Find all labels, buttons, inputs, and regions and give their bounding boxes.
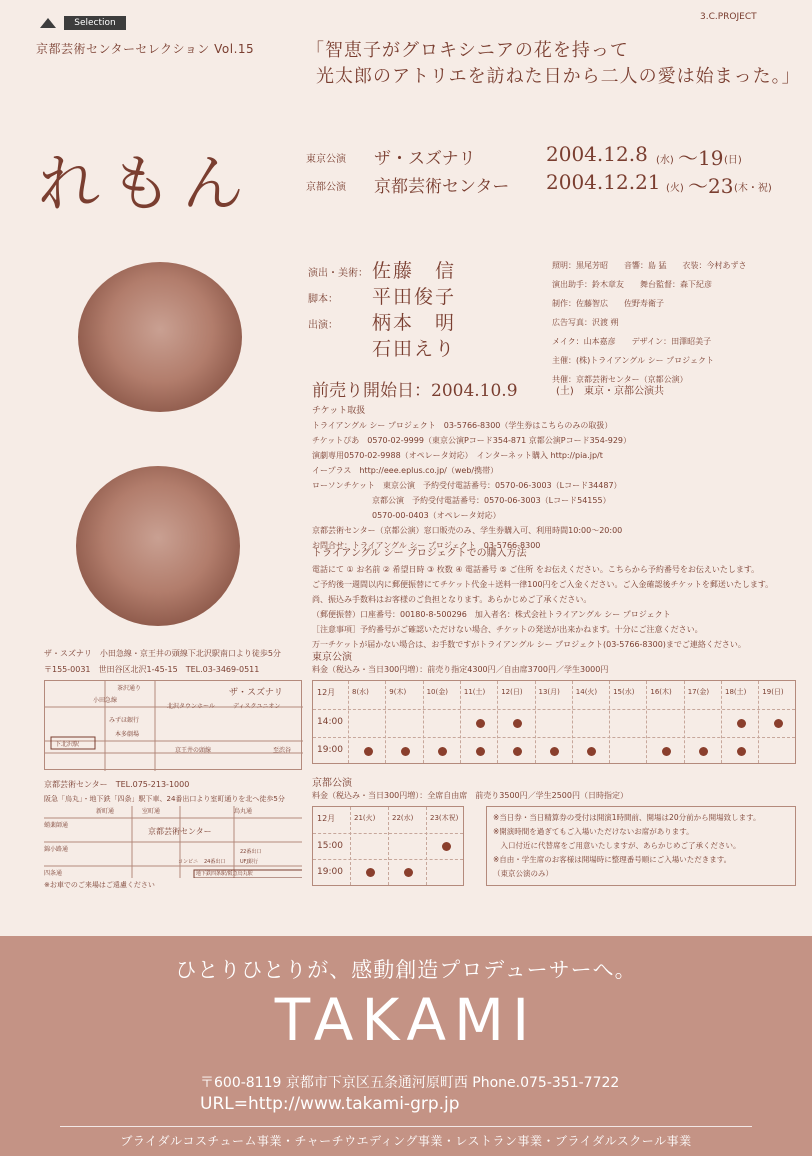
venue-dow: (木・祝): [734, 183, 772, 194]
staff-line: 演出助手：鈴木章友 舞台監督：森下紀彦: [552, 280, 712, 289]
schedule-row-line: [313, 709, 795, 710]
venue-name: ザ・スズナリ: [374, 149, 476, 169]
venue-end: 〜19: [678, 146, 724, 170]
map-label: 烏丸通: [234, 808, 253, 815]
footer-brand: TAKAMI: [274, 986, 538, 1054]
schedule-column: [350, 807, 351, 885]
tokyo-schedule-table: [312, 680, 796, 764]
credit-row: [308, 256, 548, 282]
schedule-column: [684, 681, 685, 763]
actor-photo-1: [78, 262, 242, 412]
performance-dot: [476, 747, 485, 756]
performance-dot: [699, 747, 708, 756]
schedule-month: 12月: [317, 688, 336, 697]
ticket-line: 演劇専用0570-02-9988（オペレータ対応） インターネット購入 http://pia.jp/t: [312, 451, 603, 460]
map-label: 22番出口: [240, 849, 262, 855]
schedule-column: [460, 681, 461, 763]
venue-row: [306, 170, 806, 198]
ticket-line: 0570-00-0403（オペレータ対応）: [372, 511, 501, 520]
performance-dot: [438, 747, 447, 756]
map-label: 茶沢通り: [117, 685, 142, 692]
presale: [312, 376, 802, 400]
ticket-heading: チケット取扱: [312, 406, 366, 416]
staff-line: 制作：佐藤智広 佐野寿衛子: [552, 299, 664, 308]
map-label: 北沢タウンホール: [167, 703, 215, 710]
purchase-heading: トライアングル シー プロジェクトでの購入方法: [312, 548, 527, 559]
note-line: 入口付近に代替席をご用意いたしますが、あらかじめご了承ください。: [493, 841, 741, 850]
schedule-time: 19:00: [317, 867, 343, 877]
kyoto-tel: TEL.075-213-1000: [115, 780, 190, 789]
schedule-column: [497, 681, 498, 763]
map-label: 室町通: [142, 808, 161, 815]
schedule-day: 19(日): [762, 688, 784, 696]
schedule-column: [535, 681, 536, 763]
map-label: 至渋谷: [273, 747, 292, 754]
logo-mark-icon: [40, 18, 56, 28]
map-label: 小田急線: [93, 697, 118, 704]
schedule-column: [385, 681, 386, 763]
performance-dot: [476, 719, 485, 728]
series-label: 京都芸術センターセレクション Vol.15: [36, 42, 255, 56]
map-label: ディスクユニオン: [233, 703, 281, 710]
schedule-row-line: [313, 737, 795, 738]
schedule-column: [388, 807, 389, 885]
schedule-row-line: [313, 833, 463, 834]
credit-role: 演出・美術：: [308, 268, 368, 279]
schedule-row-line: [313, 859, 463, 860]
staff-line: メイク：山本嘉彦 デザイン：田澤昭美子: [552, 337, 712, 346]
venue-dow: (水): [656, 155, 674, 166]
presale-note: 東京・京都公演共: [584, 386, 664, 397]
map-label: 四条通: [44, 870, 63, 877]
credit-name: 平田俊子: [372, 286, 457, 308]
tokyo-venue-name: ザ・スズナリ: [44, 649, 92, 658]
schedule-notes: [486, 806, 796, 886]
performance-dot: [404, 868, 413, 877]
tokyo-map: [44, 680, 302, 770]
credit-name: 佐藤 信: [372, 260, 457, 282]
map-label-venue: ザ・スズナリ: [229, 688, 283, 698]
schedule-day: 11(土): [463, 688, 486, 696]
staff-line: 共催：京都芸術センター（京都公演）: [552, 375, 688, 384]
presale-dow: (土): [556, 386, 574, 397]
note-line: （東京公演のみ）: [493, 869, 553, 878]
performance-dot: [737, 747, 746, 756]
schedule-day: 17(金): [687, 688, 710, 696]
ticket-line: 京都芸術センター（京都公演）窓口販売のみ、学生券購入可、利用時間10:00〜20:00: [312, 526, 623, 535]
performance-dot: [513, 747, 522, 756]
venue-dates: 2004.12.21: [546, 170, 661, 194]
logo-text: Selection: [64, 16, 126, 30]
purchase-line: ［注意事項］予約番号がご確認いただけない場合、チケットの発送が出来かねます。十分にご注意ください。: [312, 625, 703, 634]
schedule-column: [348, 681, 349, 763]
kyoto-map: [44, 806, 302, 878]
schedule-time: 15:00: [317, 841, 343, 851]
schedule-day: 22(水): [392, 814, 414, 822]
credit-row: [308, 334, 548, 360]
map-label: 京王井の頭線: [175, 747, 212, 754]
schedule-day: 13(月): [538, 688, 560, 696]
map-label: 24番出口: [204, 859, 226, 865]
schedule-day: 9(木): [389, 688, 407, 696]
ticket-line: 京都公演 予約受付電話番号：0570-06-3003（Lコード54155）: [372, 496, 611, 505]
venue-dow: (火): [666, 183, 684, 194]
tokyo-price: 料金（税込み・当日300円増）：前売り指定4300円／自由席3700円／学生3000円: [312, 665, 609, 674]
schedule-column: [426, 807, 427, 885]
purchase-line: ご予約後一週間以内に郵便振替にてチケット代金＋送料一律100円をご入金ください。ご入金確認後チケットを郵送いたします。: [312, 580, 774, 589]
schedule-column: [721, 681, 722, 763]
schedule-column: [572, 681, 573, 763]
credit-name: 石田えり: [372, 338, 457, 360]
staff-list: [552, 256, 808, 389]
venue-end: 〜23: [688, 174, 734, 198]
kyoto-price: 料金（税込み・当日300円増）：全席自由席 前売り3500円／学生2500円（日時指定）: [312, 791, 628, 800]
schedule-time: 14:00: [317, 717, 343, 727]
ticket-line: イープラス http://eee.eplus.co.jp/（web/携帯）: [312, 466, 499, 475]
credit-row: [308, 282, 548, 308]
ticket-info: [312, 404, 806, 553]
logo: [40, 8, 126, 30]
schedule-day: 23(木祝): [430, 814, 459, 822]
map-label: 新町通: [96, 808, 115, 815]
staff-line: 主催：(株)トライアングル シー プロジェクト: [552, 356, 714, 365]
performance-dot: [662, 747, 671, 756]
credit-row: [308, 308, 548, 334]
footer-businesses: ブライダルコスチューム事業・チャーチウエディング事業・レストラン事業・ブライダルスクール事業: [120, 1134, 692, 1148]
map-label-venue: 京都芸術センター: [148, 827, 212, 836]
schedule-day: 15(水): [613, 688, 635, 696]
tokyo-schedule-heading: 東京公演: [312, 652, 352, 663]
credits: [308, 256, 548, 360]
footer-band: [0, 936, 812, 1156]
staff-line: 広告写真：沢渡 朔: [552, 318, 619, 327]
presale-date: 前売り開始日：2004.10.9: [312, 381, 518, 401]
performance-dot: [587, 747, 596, 756]
schedule-day: 10(金): [426, 688, 448, 696]
venue-row: [306, 142, 806, 170]
purchase-line: （郵便振替）口座番号：00180-8-500296 加入者名：株式会社トライアングル シー プロジェクト: [312, 610, 671, 619]
kyoto-venue-name: 京都芸術センター: [44, 780, 108, 789]
kyoto-schedule-heading: 京都公演: [312, 778, 352, 789]
note-line: ※開演時間を過ぎてもご入場いただけないお席があります。: [493, 827, 694, 836]
schedule-column: [646, 681, 647, 763]
parking-note: ※お車でのご来場はご遠慮ください: [44, 881, 155, 889]
kyoto-schedule-table: [312, 806, 464, 886]
performance-dot: [513, 719, 522, 728]
venue-label: 京都公演: [306, 182, 346, 193]
page-title: れもん: [38, 147, 255, 220]
performance-dot: [550, 747, 559, 756]
purchase-line: 尚、振込み手数料はお客様のご負担となります。あらかじめご了承ください。: [312, 595, 592, 604]
staff-line: 照明：黒尾芳昭 音響：島 猛 衣装：今村あずさ: [552, 261, 747, 270]
map-label: 蛸薬師通: [44, 822, 69, 829]
purchase-method: [312, 546, 806, 652]
schedule-column: [609, 681, 610, 763]
actor-photo-2: [76, 466, 240, 626]
map-label: みずほ銀行: [109, 717, 140, 724]
performance-dot: [364, 747, 373, 756]
credit-name: 柄本 明: [372, 312, 457, 334]
purchase-line: 電話にて ① お名前 ② 希望日時 ③ 枚数 ④ 電話番号 ⑤ ご住所 をお伝えください。こちらから予約番号をお伝えいたします。: [312, 565, 760, 574]
schedule-column: [758, 681, 759, 763]
schedule-day: 21(火): [354, 814, 376, 822]
map-label: 錦小路通: [44, 846, 69, 853]
project-label: 3.C.PROJECT: [700, 12, 757, 22]
schedule-day: 8(水): [352, 688, 369, 696]
venue-name: 京都芸術センター: [374, 177, 510, 197]
footer-divider: [60, 1126, 752, 1127]
venue-dates: 2004.12.8: [546, 142, 648, 166]
schedule-day: 14(火): [575, 688, 598, 696]
kyoto-directions: 阪急「烏丸」・地下鉄「四条」駅下車、24番出口より室町通りを北へ徒歩5分: [44, 795, 285, 803]
map-label: 下北沢駅: [55, 741, 80, 748]
kyoto-access: [44, 778, 306, 806]
ticket-line: トライアングル シー プロジェクト 03-5766-8300（学生券はこちらのみの取扱）: [312, 421, 613, 430]
schedule-day: 18(土): [725, 688, 747, 696]
purchase-line: 万一チケットが届かない場合は、お手数ですがトライアングル シー プロジェクト(03-5766-8300)までご連絡ください。: [312, 640, 746, 649]
tokyo-directions: 小田急線・京王井の頭線下北沢駅南口より徒歩5分: [99, 649, 281, 658]
tagline-line1: 「智恵子がグロキシニアの花を持って: [306, 40, 629, 61]
schedule-month: 12月: [317, 814, 336, 823]
tagline-line2: 光太郎のアトリエを訪ねた日から二人の愛は始まった。」: [316, 66, 801, 87]
footer-address: 〒600-8119 京都市下京区五条通河原町西 Phone.075-351-7722: [200, 1075, 620, 1091]
map-label: コンビニ: [178, 859, 199, 865]
performance-dot: [774, 719, 783, 728]
schedule-column: [423, 681, 424, 763]
map-label: UFJ銀行: [240, 859, 259, 865]
ticket-line: チケットぴあ 0570-02-9999（東京公演Pコード354-871 京都公演Pコード354-929）: [312, 436, 631, 445]
performance-dot: [442, 842, 451, 851]
tokyo-address: 〒155-0031 世田谷区北沢1-45-15 TEL.03-3469-0511: [44, 665, 260, 674]
performance-dot: [366, 868, 375, 877]
venue-dow: (日): [724, 155, 742, 166]
performance-dot: [737, 719, 746, 728]
note-line: ※当日券・当日精算券の受付は開演1時間前、開場は20分前から開場致します。: [493, 813, 761, 822]
note-line: ※自由・学生席のお客様は開場時に整理番号順にご入場いただきます。: [493, 855, 732, 864]
footer-url: URL=http://www.takami-grp.jp: [200, 1094, 460, 1114]
tokyo-access: [44, 646, 306, 678]
credit-role: 出演：: [308, 320, 338, 331]
schedule-day: 12(日): [501, 688, 523, 696]
schedule-day: 16(木): [650, 688, 672, 696]
schedule-time: 19:00: [317, 745, 343, 755]
ticket-line: ローソンチケット 東京公演 予約受付電話番号：0570-06-3003（Lコード34487）: [312, 481, 622, 490]
ticket-line: お問合せ：トライアングル シー プロジェクト 03-5766-8300: [312, 541, 541, 550]
footer-slogan: ひとりひとりが、感動創造プロデューサーへ。: [175, 958, 637, 982]
map-label: 本多劇場: [115, 731, 140, 738]
performance-dot: [401, 747, 410, 756]
venue-list: [306, 142, 806, 198]
venue-label: 東京公演: [306, 154, 346, 165]
credit-role: 脚本：: [308, 294, 338, 305]
map-label: 地下鉄四条駅/阪急烏丸駅: [196, 871, 253, 877]
